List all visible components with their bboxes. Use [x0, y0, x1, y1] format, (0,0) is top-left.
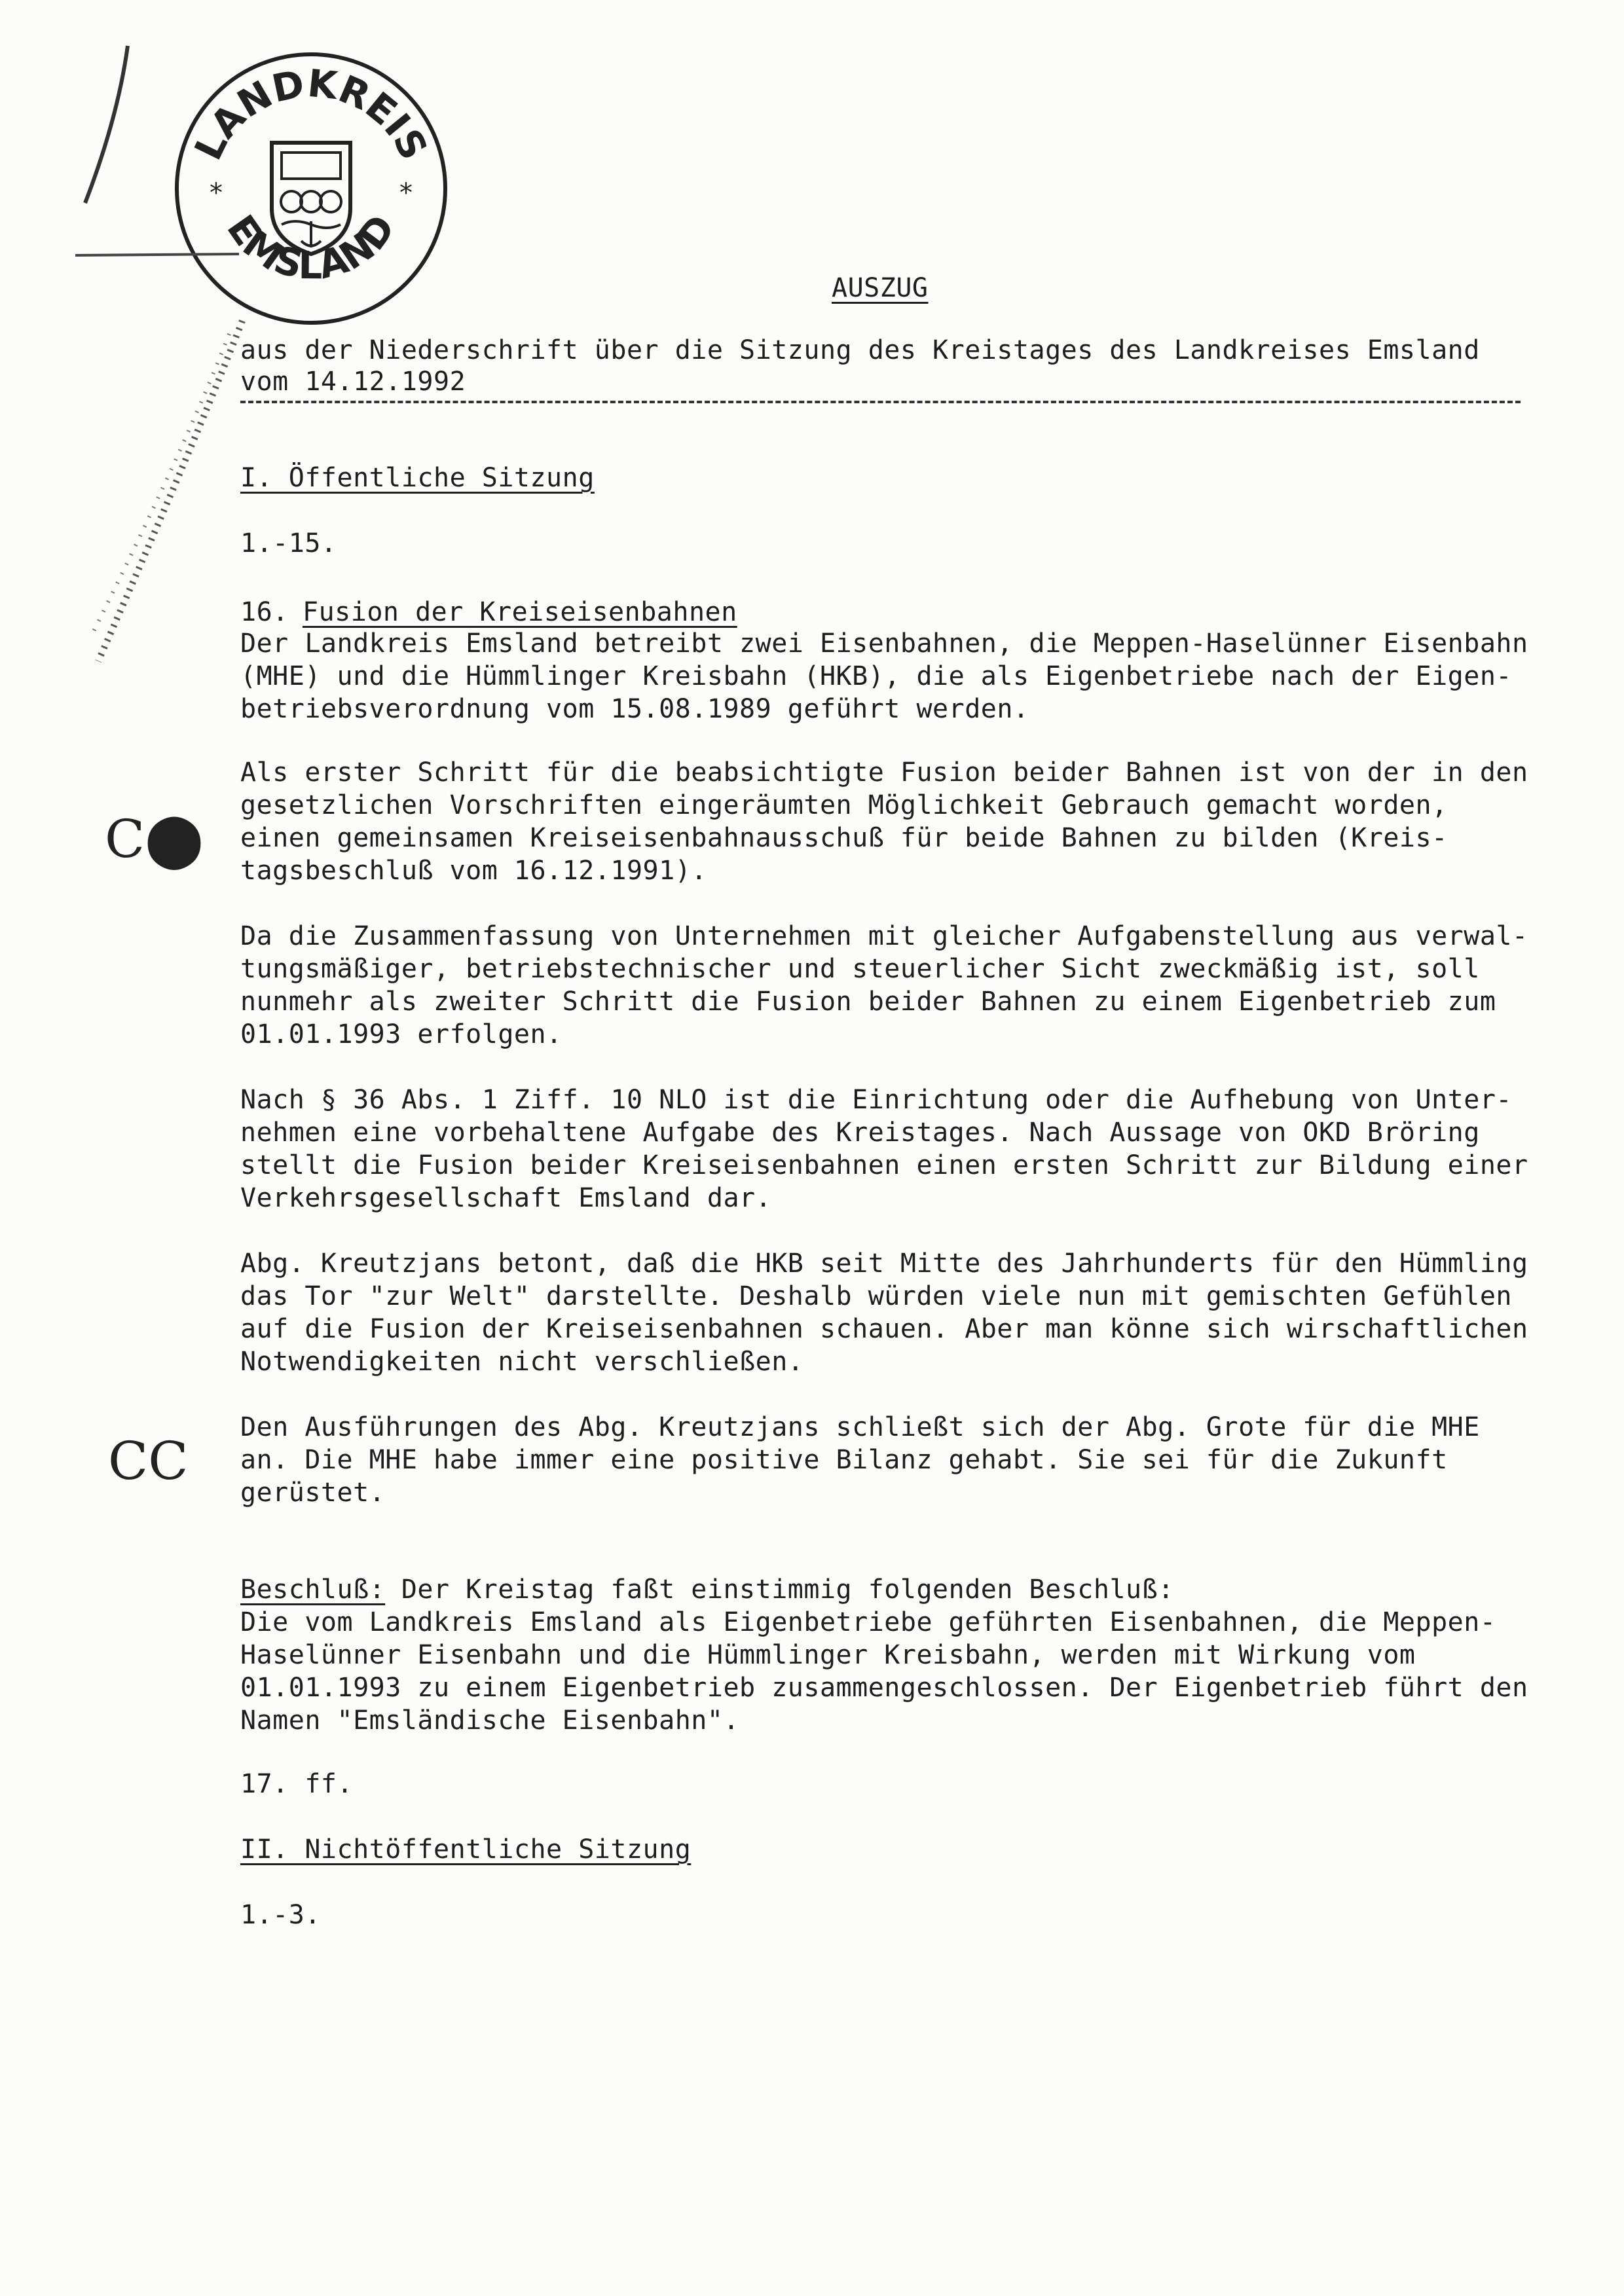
- resolution-label: Beschluß:: [240, 1575, 386, 1605]
- coat-of-arms-icon: [272, 143, 350, 254]
- item-number: 16.: [240, 597, 289, 627]
- seal-top-text: LANDKREIS: [185, 60, 437, 167]
- seal-bottom-text: EMSLAND: [218, 206, 404, 288]
- paragraph-line: nunmehr als zweiter Schritt die Fusion beider Bahnen zu einem Eigenbetrieb zum: [240, 987, 1496, 1017]
- section-heading-nonpublic: II. Nichtöffentliche Sitzung: [240, 1834, 692, 1865]
- resolution-heading-line: [240, 1573, 1174, 1606]
- paragraph-line: stellt die Fusion beider Kreiseisenbahnen einen ersten Schritt zur Bildung einer: [240, 1150, 1528, 1180]
- paragraph-line: gesetzlichen Vorschriften eingeräumten Möglichkeit Gebrauch gemacht worden,: [240, 790, 1448, 820]
- paragraph-line: betriebsverordnung vom 15.08.1989 geführt werden.: [240, 694, 1029, 724]
- landkreis-seal-stamp: [167, 45, 455, 333]
- resolution-line: Haselünner Eisenbahn und die Hümmlinger Kreisbahn, werden mit Wirkung vom: [240, 1640, 1416, 1670]
- paragraph-line: Abg. Kreutzjans betont, daß die HKB seit Mitte des Jahrhunderts für den Hümmling: [240, 1248, 1528, 1279]
- paragraph-line: auf die Fusion der Kreiseisenbahnen schauen. Aber man könne sich wirschaftlichen: [240, 1314, 1528, 1344]
- document-title: AUSZUG: [832, 273, 929, 303]
- punch-hole-mark: C⬤: [105, 809, 204, 869]
- item-title: Fusion der Kreiseisenbahnen: [303, 597, 737, 627]
- paragraph-line: (MHE) und die Hümmlinger Kreisbahn (HKB), die als Eigenbetriebe nach der Eigen-: [240, 661, 1512, 691]
- following-items: 17. ff.: [240, 1769, 354, 1799]
- resolution-intro: Der Kreistag faßt einstimmig folgenden Beschluß:: [385, 1575, 1174, 1605]
- paragraph-line: an. Die MHE habe immer eine positive Bilanz gehabt. Sie sei für die Zukunft: [240, 1445, 1448, 1475]
- scan-smudge-mark: [85, 308, 249, 674]
- paragraph-line: Nach § 36 Abs. 1 Ziff. 10 NLO ist die Einrichtung oder die Aufhebung von Unter-: [240, 1085, 1512, 1115]
- paragraph-line: 01.01.1993 erfolgen.: [240, 1019, 563, 1049]
- paragraph-line: Da die Zusammenfassung von Unternehmen mit gleicher Aufgabenstellung aus verwal-: [240, 921, 1528, 951]
- resolution-line: 01.01.1993 zu einem Eigenbetrieb zusammengeschlossen. Der Eigenbetrieb führt den: [240, 1673, 1528, 1703]
- document-subtitle-line: aus der Niederschrift über die Sitzung des Kreistages des Landkreises Emsland: [240, 335, 1480, 365]
- pen-stroke-mark: [72, 39, 151, 210]
- paragraph-line: tungsmäßiger, betriebstechnischer und steuerlicher Sicht zweckmäßig ist, soll: [240, 954, 1480, 984]
- paragraph-line: tagsbeschluß vom 16.12.1991).: [240, 856, 707, 886]
- resolution-line: Die vom Landkreis Emsland als Eigenbetriebe geführten Eisenbahnen, die Meppen-: [240, 1607, 1496, 1637]
- paragraph-line: Der Landkreis Emsland betreibt zwei Eisenbahnen, die Meppen-Haselünner Eisenbahn: [240, 629, 1528, 659]
- svg-text:*: *: [210, 178, 223, 208]
- paragraph-line: Notwendigkeiten nicht verschließen.: [240, 1347, 804, 1377]
- paragraph-line: Als erster Schritt für die beabsichtigte Fusion beider Bahnen ist von der in den: [240, 757, 1528, 788]
- paragraph-line: das Tor "zur Welt" darstellte. Deshalb würden viele nun mit gemischten Gefühlen: [240, 1281, 1512, 1311]
- document-date-line: vom 14.12.1992: [240, 367, 466, 397]
- pen-line-mark: [72, 249, 242, 262]
- punch-hole-mark: CC: [108, 1430, 189, 1491]
- items-range-nonpublic: 1.-3.: [240, 1900, 321, 1930]
- paragraph-line: einen gemeinsamen Kreiseisenbahnausschuß für beide Bahnen zu bilden (Kreis-: [240, 823, 1448, 853]
- paragraph-line: Den Ausführungen des Abg. Kreutzjans schließt sich der Abg. Grote für die MHE: [240, 1412, 1480, 1442]
- items-range-public: 1.-15.: [240, 528, 337, 558]
- section-heading-public: I. Öffentliche Sitzung: [240, 463, 595, 493]
- paragraph-line: nehmen eine vorbehaltene Aufgabe des Kreistages. Nach Aussage von OKD Bröring: [240, 1118, 1480, 1148]
- svg-text:*: *: [399, 178, 413, 208]
- resolution-line: Namen "Emsländische Eisenbahn".: [240, 1705, 740, 1736]
- paragraph-line: gerüstet.: [240, 1478, 386, 1508]
- separator-line: [240, 401, 1521, 403]
- paragraph-line: Verkehrsgesellschaft Emsland dar.: [240, 1183, 772, 1213]
